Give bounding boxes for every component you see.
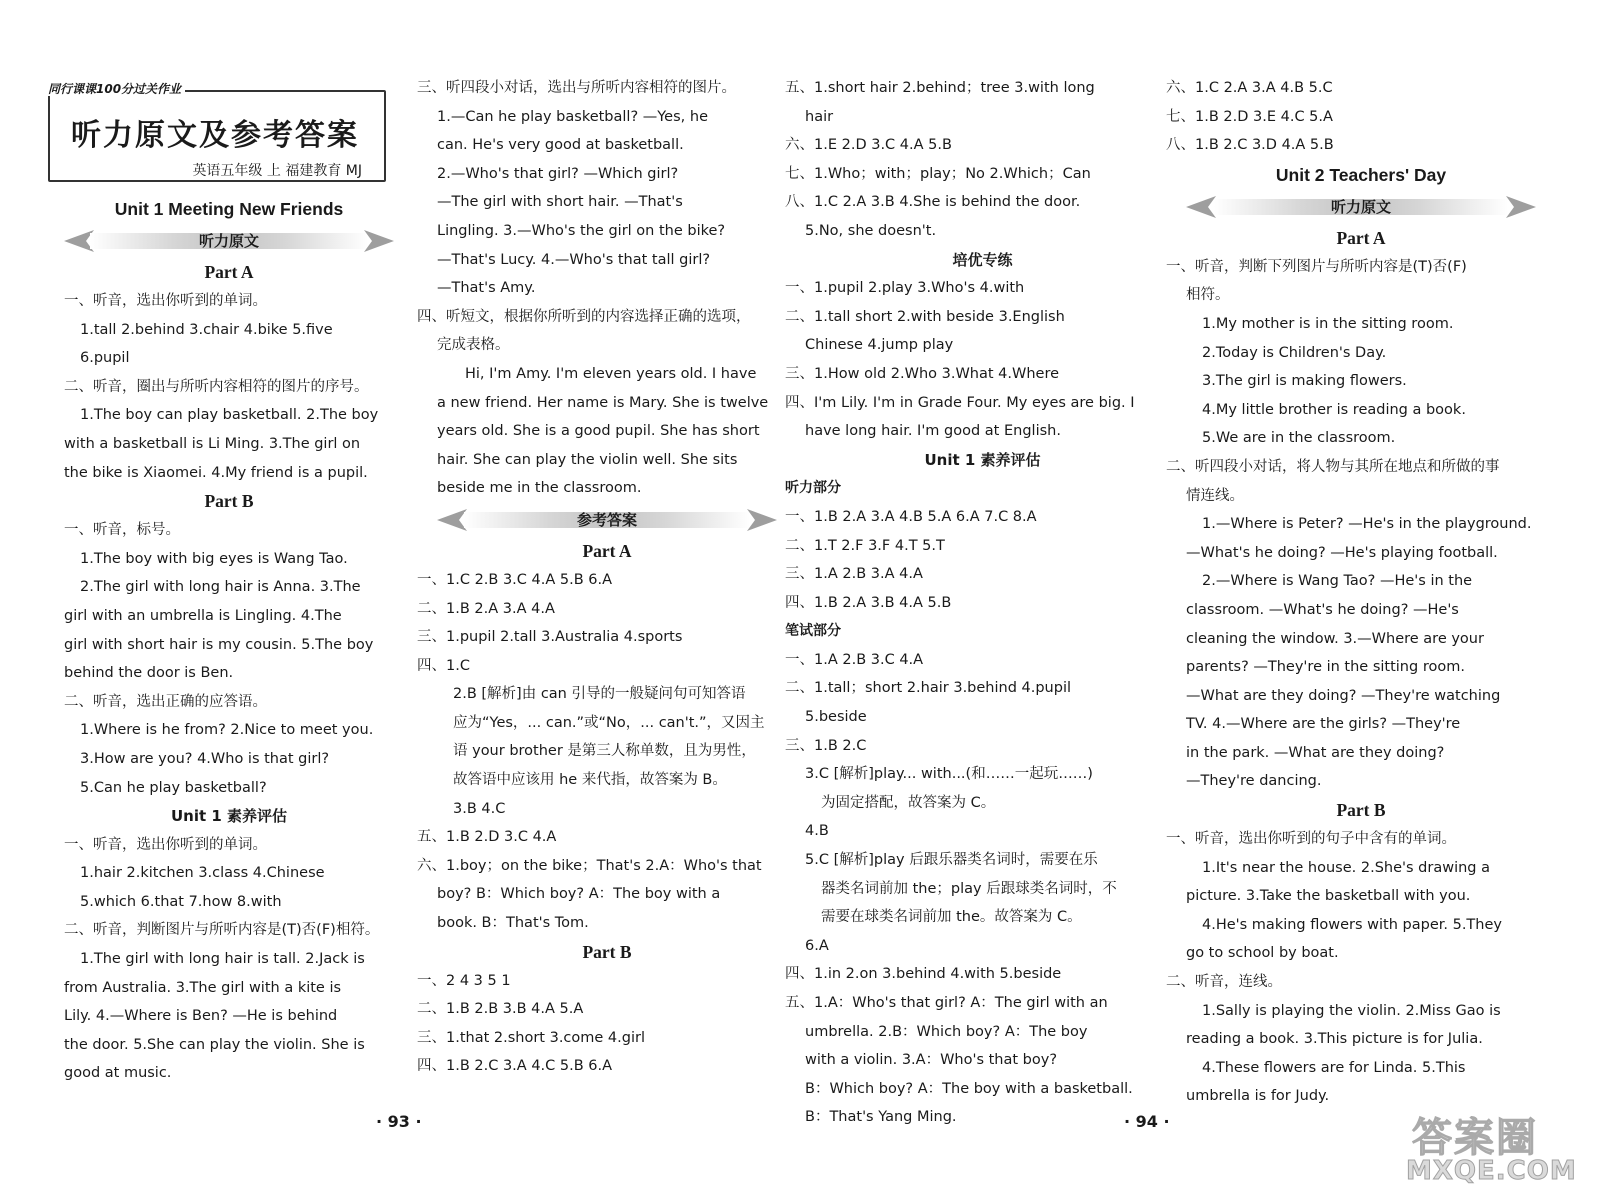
text-line: the bike is Xiaomei. 4.My friend is a pupil. [64, 464, 368, 481]
answer-line: 3.B 4.C [453, 800, 506, 817]
question-heading: 二、听四段小对话，将人物与其所在地点和所做的事 [1166, 458, 1500, 475]
explanation-line: 需要在球类名词前加 the。故答案为 C。 [821, 909, 1082, 926]
answer-line: 七、1.B 2.D 3.E 4.C 5.A [1166, 108, 1333, 125]
answer-line: 5.beside [805, 709, 867, 726]
text-line: can. He's very good at basketball. [437, 137, 684, 154]
answer-line: 四、1.C [417, 657, 470, 674]
answer-line: 三、1.B 2.C [785, 737, 867, 754]
text-line: 3.How are you? 4.Who is that girl? [80, 750, 330, 767]
question-heading: 二、听音，连线。 [1166, 974, 1282, 991]
answer-line: 二、1.B 2.A 3.A 4.A [417, 600, 555, 617]
text-line: girl with an umbrella is Lingling. 4.The [64, 607, 342, 624]
question-heading: 二、听音，选出正确的应答语。 [64, 693, 267, 710]
text-line: 4.These flowers are for Linda. 5.This [1202, 1059, 1466, 1076]
text-line: 1.tall 2.behind 3.chair 4.bike 5.five [80, 321, 333, 338]
answer-line: have long hair. I'm good at English. [805, 423, 1061, 440]
answer-line: 八、1.B 2.C 3.D 4.A 5.B [1166, 137, 1334, 154]
text-line: behind the door is Ben. [64, 665, 234, 682]
text-line: —The girl with short hair. —That's [437, 194, 683, 211]
column-1 [64, 194, 394, 1088]
page-number-right: · 94 · [1124, 1112, 1170, 1131]
text-line: from Australia. 3.The girl with a kite is [64, 979, 342, 996]
page-number-left: · 93 · [376, 1112, 422, 1131]
answer-line: B：Which boy? A：The boy with a basketball. [805, 1080, 1133, 1097]
text-line: 1.Sally is playing the violin. 2.Miss Gao is [1202, 1002, 1501, 1019]
banner-label: 参考答案 [576, 510, 637, 529]
title-box [44, 82, 386, 180]
text-line: 1.—Can he play basketball? —Yes, he [437, 108, 708, 125]
text-line: picture. 3.Take the basketball with you. [1186, 888, 1471, 905]
text-line: 1.My mother is in the sitting room. [1202, 315, 1454, 332]
answer-line: 七、1.Who；with；play；No 2.Which；Can [785, 165, 1091, 182]
eval-heading: Unit 1 素养评估 [170, 807, 288, 826]
text-line: 1.Where is he from? 2.Nice to meet you. [80, 722, 374, 739]
eval-heading: Unit 1 素养评估 [924, 450, 1041, 469]
text-line: 1.The boy can play basketball. 2.The boy [80, 407, 379, 424]
text-line: 1.The boy with big eyes is Wang Tao. [80, 550, 348, 567]
subsection-label: 笔试部分 [785, 623, 841, 640]
text-line: 5.which 6.that 7.how 8.with [80, 893, 282, 910]
text-line: parents? —They're in the sitting room. [1186, 659, 1465, 676]
part-a-heading: Part A [204, 262, 254, 282]
text-line: 完成表格。 [437, 337, 510, 354]
answer-line: 五、1.B 2.D 3.C 4.A [417, 829, 557, 846]
text-line: reading a book. 3.This picture is for Julia. [1186, 1031, 1483, 1048]
question-heading: 二、听音，判断图片与所听内容是(T)否(F)相符。 [64, 922, 380, 939]
answer-line: 5.No, she doesn't. [805, 222, 937, 239]
text-line: go to school by boat. [1186, 945, 1339, 962]
text-line: 1.—Where is Peter? —He's in the playground. [1202, 516, 1532, 533]
text-line: —That's Lucy. 4.—Who's that tall girl? [437, 251, 711, 268]
text-line: 4.He's making flowers with paper. 5.They [1202, 916, 1502, 933]
text-line: 2.—Who's that girl? —Which girl? [437, 165, 679, 182]
explanation-line: 5.C [解析]play 后跟乐器类名词时，需要在乐 [805, 852, 1098, 869]
answer-line: 一、2 4 3 5 1 [417, 972, 511, 989]
answer-line: 一、1.B 2.A 3.A 4.B 5.A 6.A 7.C 8.A [785, 508, 1037, 525]
passage-line: hair. She can play the violin well. She sits [437, 451, 738, 468]
explanation-line: 故答语中应该用 he 来代指，故答案为 B。 [453, 772, 727, 789]
answer-line: 一、1.A 2.B 3.C 4.A [785, 651, 924, 668]
banner-answers [437, 505, 777, 535]
watermark-logo [1398, 1106, 1577, 1192]
banner-listening [64, 226, 394, 256]
explanation-line: 语 your brother 是第三人称单数，且为男性， [453, 743, 756, 760]
answer-line: 六、1.E 2.D 3.C 4.A 5.B [785, 137, 952, 154]
text-line: in the park. —What are they doing? [1186, 744, 1445, 761]
text-line: 相符。 [1186, 287, 1230, 304]
question-heading: 三、听四段小对话，选出与所听内容相符的图片。 [417, 80, 736, 96]
answer-line: 五、1.A：Who's that girl? A：The girl with an [785, 995, 1108, 1011]
text-line: —That's Amy. [437, 280, 536, 297]
banner-label: 听力原文 [1330, 197, 1391, 216]
column-4 [1166, 74, 1536, 1111]
text-line: Lily. 4.—Where is Ben? —He is behind [64, 1008, 338, 1025]
answer-line: 四、1.B 2.C 3.A 4.C 5.B 6.A [417, 1058, 613, 1075]
answer-line: 二、1.B 2.B 3.B 4.A 5.A [417, 1001, 584, 1018]
explanation-line: 器类名词前加 the；play 后跟球类名词时，不 [821, 880, 1117, 897]
answer-line: 4.B [805, 823, 829, 840]
answer-line: 三、1.A 2.B 3.A 4.A [785, 566, 923, 583]
text-line: girl with short hair is my cousin. 5.The boy [64, 636, 374, 653]
unit1-title: Unit 1 Meeting New Friends [114, 199, 344, 219]
answer-line: 四、1.in 2.on 3.behind 4.with 5.beside [785, 966, 1062, 983]
answer-line: 六、1.C 2.A 3.A 4.B 5.C [1166, 80, 1333, 96]
subsection-label: 听力部分 [785, 480, 841, 497]
text-line: 2.The girl with long hair is Anna. 3.The [80, 579, 361, 596]
answer-line: 五、1.short hair 2.behind；tree 3.with long [785, 80, 1095, 96]
text-line: —They're dancing. [1186, 773, 1322, 790]
answer-line: 二、1.tall short 2.with beside 3.English [785, 308, 1065, 325]
part-a-heading: Part A [582, 540, 632, 561]
banner-label: 听力原文 [198, 232, 259, 250]
text-line: TV. 4.—Where are the girls? —They're [1186, 716, 1461, 733]
question-heading: 一、听音，标号。 [64, 522, 180, 539]
answer-line: boy? B：Which boy? A：The boy with a [437, 886, 721, 903]
passage-line: years old. She is a good pupil. She has short [437, 423, 760, 440]
text-line: 2.Today is Children's Day. [1202, 344, 1387, 361]
brand-label: 同行课课100分过关作业 [44, 82, 185, 96]
text-line: 5.We are in the classroom. [1202, 430, 1396, 447]
text-line: —What's he doing? —He's playing football. [1186, 544, 1498, 561]
banner-listening [1186, 192, 1536, 222]
book-meta: 英语五年级 上 福建教育 MJ [186, 160, 368, 180]
answer-line: 八、1.C 2.A 3.B 4.She is behind the door. [785, 194, 1081, 211]
answer-line: B：That's Yang Ming. [805, 1109, 957, 1126]
answer-line: 三、1.that 2.short 3.come 4.girl [417, 1029, 645, 1046]
answer-line: 二、1.T 2.F 3.F 4.T 5.T [785, 537, 945, 554]
part-b-heading: Part B [204, 491, 254, 512]
answer-line: 三、1.How old 2.Who 3.What 4.Where [785, 365, 1060, 382]
question-heading: 一、听音，选出你听到的单词。 [64, 836, 267, 853]
question-heading: 一、听音，选出你听到的单词。 [64, 293, 267, 309]
text-line: 5.Can he play basketball? [80, 779, 267, 796]
answer-line: umbrella. 2.B：Which boy? A：The boy [805, 1023, 1088, 1040]
passage-line: beside me in the classroom. [437, 480, 642, 497]
answer-line: 6.A [805, 937, 829, 954]
answer-line: 六、1.boy；on the bike；That's 2.A：Who's that [417, 857, 762, 874]
question-heading: 一、听音，判断下列图片与所听内容是(T)否(F) [1166, 258, 1467, 275]
answer-line: 三、1.pupil 2.tall 3.Australia 4.sports [417, 629, 683, 646]
answer-line: 四、1.B 2.A 3.B 4.A 5.B [785, 594, 952, 611]
answer-line: 一、1.pupil 2.play 3.Who's 4.with [785, 280, 1025, 297]
part-b-heading: Part B [1336, 800, 1386, 821]
text-line: 1.hair 2.kitchen 3.class 4.Chinese [80, 865, 325, 882]
answer-line: hair [805, 108, 834, 125]
text-line: the door. 5.She can play the violin. She is [64, 1036, 365, 1053]
text-line: with a basketball is Li Ming. 3.The girl on [64, 435, 361, 452]
answer-line: with a violin. 3.A：Who's that boy? [805, 1052, 1058, 1069]
answer-line: 四、I'm Lily. I'm in Grade Four. My eyes are big. I [785, 394, 1135, 411]
part-a-heading: Part A [1336, 227, 1386, 248]
explanation-line: 2.B [解析]由 can 引导的一般疑问句可知答语 [453, 686, 746, 703]
part-b-heading: Part B [582, 941, 632, 962]
explanation-line: 3.C [解析]play... with...(和……一起玩……) [805, 766, 1093, 783]
answer-line: 一、1.C 2.B 3.C 4.A 5.B 6.A [417, 571, 613, 588]
text-line: 2.—Where is Wang Tao? —He's in the [1202, 573, 1473, 590]
column-2 [417, 74, 777, 1081]
page-title: 听力原文及参考答案 [71, 118, 359, 153]
question-heading: 一、听音，选出你听到的句子中含有的单词。 [1166, 831, 1456, 848]
passage-line: a new friend. Her name is Mary. She is twelve [437, 394, 769, 411]
answer-line: book. B：That's Tom. [437, 915, 589, 932]
text-line: 1.It's near the house. 2.She's drawing a [1202, 859, 1490, 876]
explanation-line: 为固定搭配，故答案为 C。 [821, 794, 996, 811]
text-line: 情连线。 [1186, 487, 1244, 504]
text-line: good at music. [64, 1065, 172, 1082]
text-line: 6.pupil [80, 350, 130, 367]
passage-line: Hi, I'm Amy. I'm eleven years old. I have [465, 365, 757, 382]
answer-line: 二、1.tall；short 2.hair 3.behind 4.pupil [785, 680, 1072, 697]
watermark-url: MXQE.COM [1406, 1156, 1577, 1186]
explanation-line: 应为“Yes，... can.”或“No，... can't.”，又因主 [453, 714, 765, 731]
unit2-title: Unit 2 Teachers' Day [1275, 164, 1447, 185]
question-heading: 二、听音，圈出与所听内容相符的图片的序号。 [64, 378, 369, 395]
text-line: 3.The girl is making flowers. [1202, 373, 1407, 390]
text-line: —What are they doing? —They're watching [1186, 687, 1501, 704]
text-line: 1.The girl with long hair is tall. 2.Jack is [80, 951, 365, 968]
column-3 [785, 74, 1160, 1132]
text-line: umbrella is for Judy. [1186, 1088, 1330, 1105]
section-heading-peiyou: 培优专练 [952, 250, 1013, 269]
text-line: 4.My little brother is reading a book. [1202, 401, 1466, 418]
text-line: cleaning the window. 3.—Where are your [1186, 630, 1484, 647]
question-heading: 四、听短文，根据你所听到的内容选择正确的选项， [417, 308, 751, 325]
text-line: classroom. —What's he doing? —He's [1186, 601, 1459, 618]
answer-line: Chinese 4.jump play [805, 337, 954, 354]
text-line: Lingling. 3.—Who's the girl on the bike? [437, 222, 726, 239]
watermark-text: 答案圈 [1412, 1115, 1538, 1161]
